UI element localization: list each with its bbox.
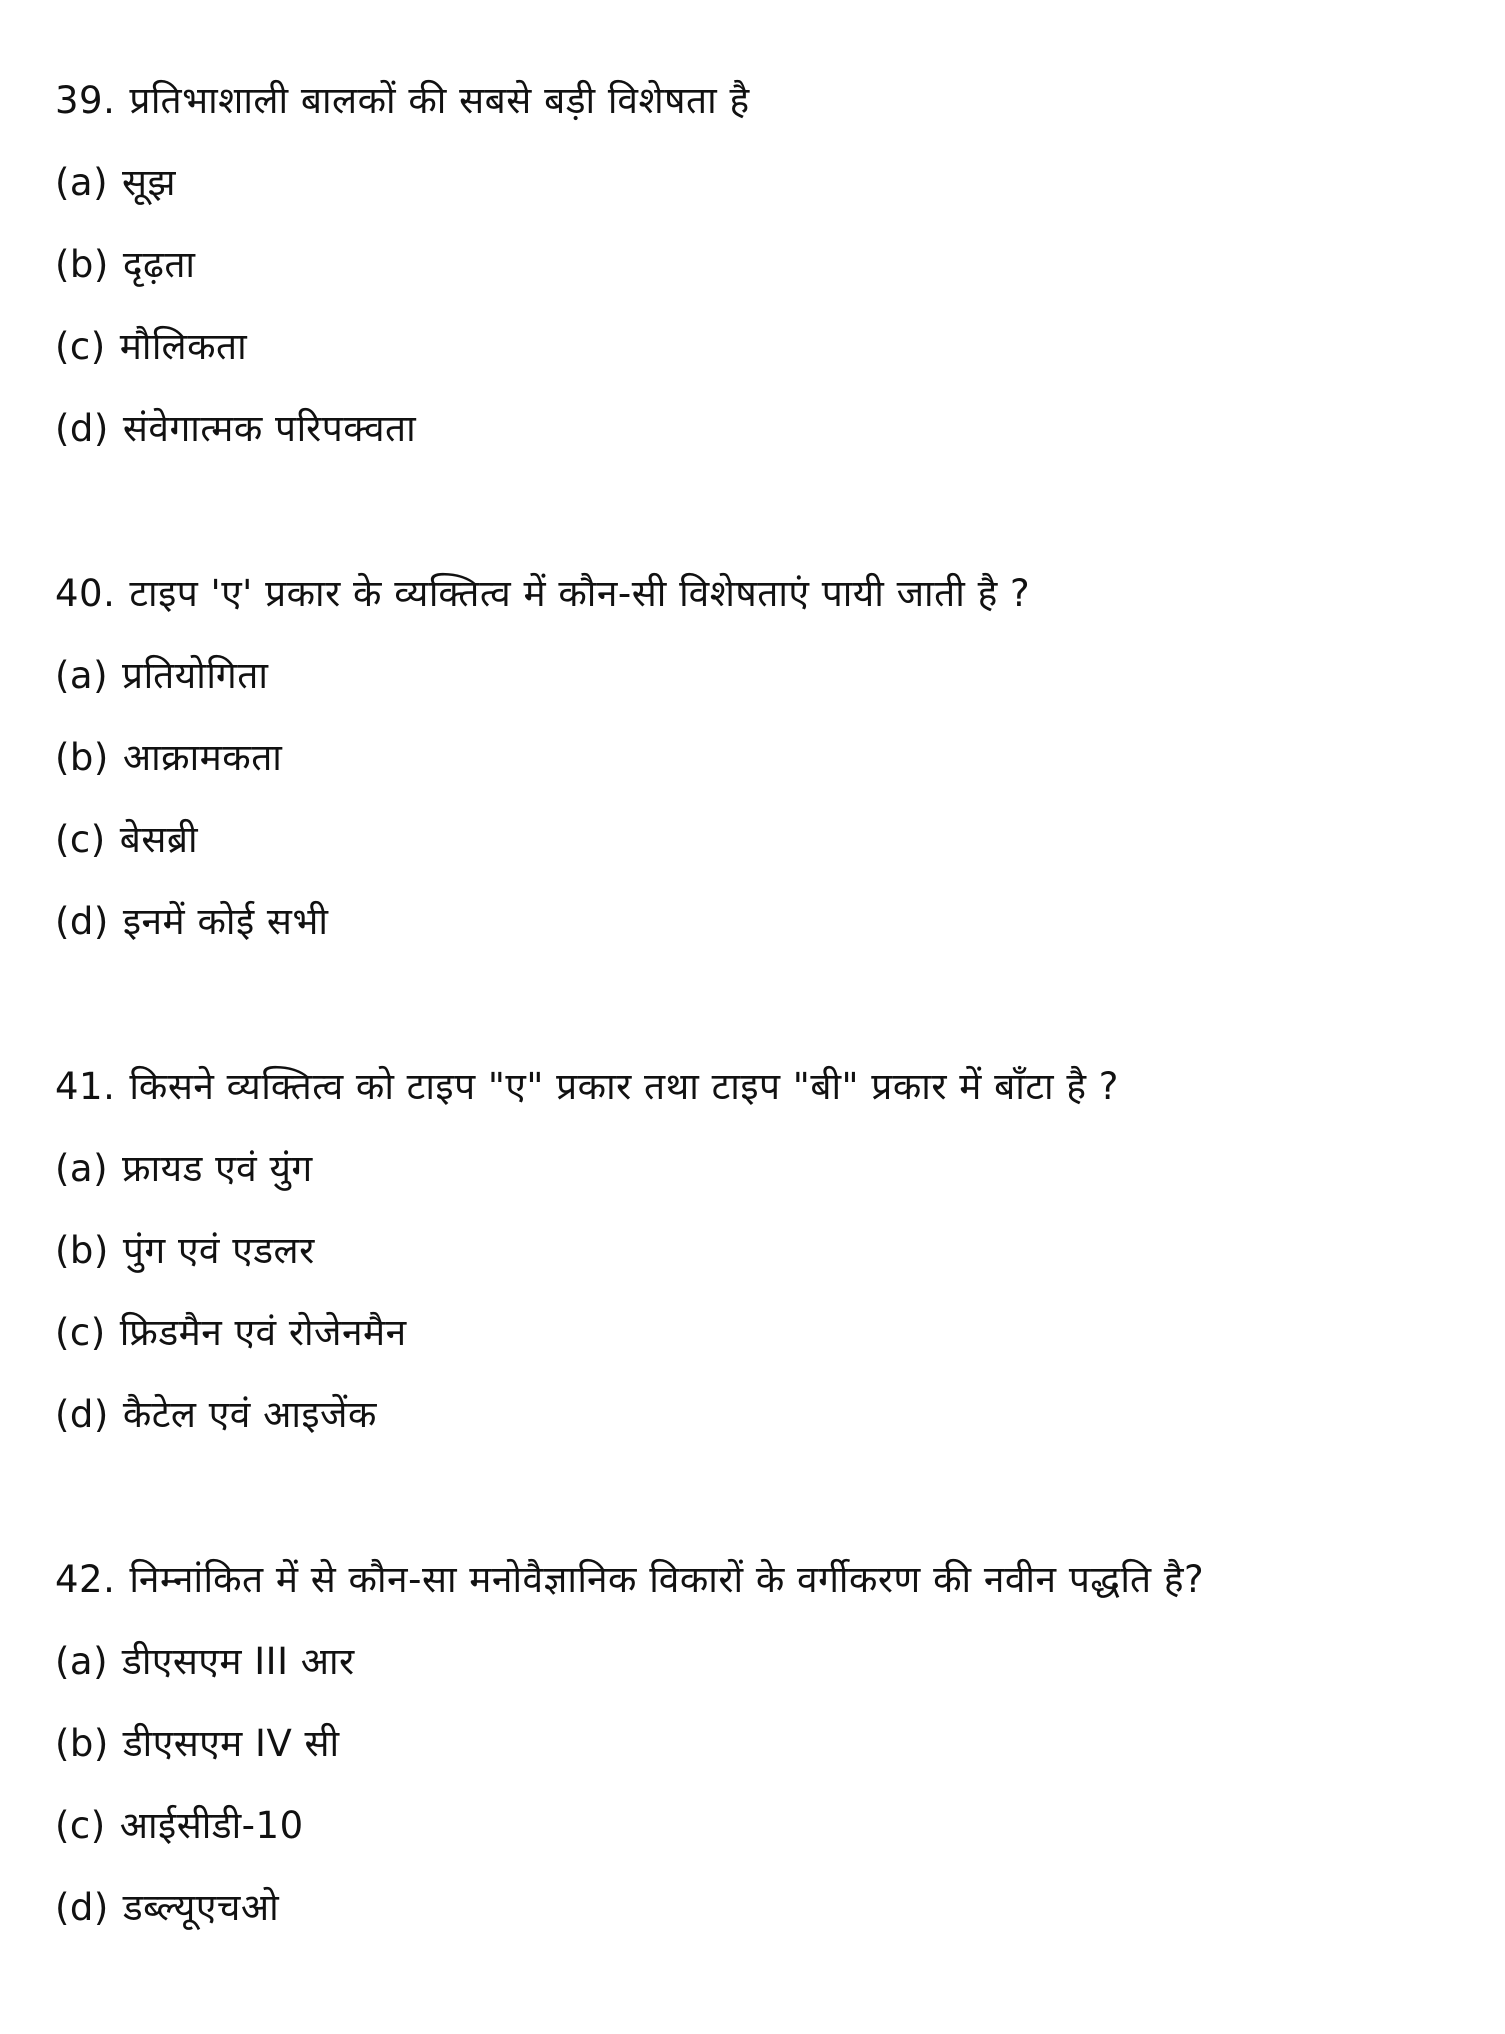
question-text: प्रतिभाशाली बालकों की सबसे बड़ी विशेषता है [129, 79, 750, 122]
option-text: बेसब्री [119, 818, 199, 861]
option-b [55, 717, 1475, 799]
option-d [55, 881, 1475, 963]
option-key: (c) [55, 1311, 106, 1354]
option-key: (c) [55, 818, 106, 861]
option-a [55, 635, 1475, 717]
option-text: आईसीडी-10 [119, 1804, 304, 1847]
question-number: 39. [55, 79, 116, 122]
question-42 [55, 1539, 1475, 1949]
option-text: दृढ़ता [122, 243, 196, 286]
option-d [55, 1374, 1475, 1456]
option-key: (a) [55, 161, 109, 204]
option-a [55, 1621, 1475, 1703]
option-c [55, 1292, 1475, 1374]
option-text: संवेगात्मक परिपक्वता [122, 407, 417, 450]
option-key: (b) [55, 1229, 109, 1272]
option-key: (a) [55, 654, 109, 697]
option-text: डीएसएम III आर [122, 1640, 355, 1683]
option-text: आक्रामकता [122, 736, 283, 779]
option-key: (d) [55, 900, 109, 943]
question-stem [55, 553, 1475, 635]
question-41 [55, 1046, 1475, 1456]
question-stem [55, 1539, 1475, 1621]
option-b [55, 1703, 1475, 1785]
option-a [55, 1128, 1475, 1210]
question-text: टाइप 'ए' प्रकार के व्यक्तित्व में कौन-सी विशेषताएं पायी जाती है ? [129, 572, 1031, 615]
option-key: (d) [55, 1886, 109, 1929]
question-number: 42. [55, 1558, 116, 1601]
question-40 [55, 553, 1475, 963]
option-c [55, 799, 1475, 881]
option-text: पुंग एवं एडलर [122, 1229, 315, 1272]
option-key: (a) [55, 1147, 109, 1190]
option-key: (b) [55, 736, 109, 779]
question-stem [55, 1046, 1475, 1128]
option-c [55, 1785, 1475, 1867]
option-key: (c) [55, 325, 106, 368]
option-b [55, 224, 1475, 306]
option-key: (d) [55, 407, 109, 450]
option-b [55, 1210, 1475, 1292]
option-text: प्रतियोगिता [122, 654, 269, 697]
question-number: 40. [55, 572, 116, 615]
option-text: फ्रायड एवं युंग [122, 1147, 313, 1190]
question-stem [55, 60, 1475, 142]
option-d [55, 388, 1475, 470]
option-text: डब्ल्यूएचओ [122, 1886, 280, 1929]
option-d [55, 1867, 1475, 1949]
option-text: इनमें कोई सभी [122, 900, 329, 943]
question-39 [55, 60, 1475, 470]
option-text: फ्रिडमैन एवं रोजेनमैन [119, 1311, 407, 1354]
option-key: (a) [55, 1640, 109, 1683]
question-text: किसने व्यक्तित्व को टाइप "ए" प्रकार तथा टाइप "बी" प्रकार में बाँटा है ? [129, 1065, 1119, 1108]
option-text: कैटेल एवं आइजेंक [122, 1393, 377, 1436]
option-key: (c) [55, 1804, 106, 1847]
question-text: निम्नांकित में से कौन-सा मनोवैज्ञानिक विकारों के वर्गीकरण की नवीन पद्धति है? [129, 1558, 1205, 1601]
option-a [55, 142, 1475, 224]
option-key: (b) [55, 1722, 109, 1765]
option-text: डीएसएम IV सी [122, 1722, 340, 1765]
option-key: (b) [55, 243, 109, 286]
option-text: मौलिकता [119, 325, 248, 368]
question-number: 41. [55, 1065, 116, 1108]
option-text: सूझ [122, 161, 177, 204]
option-key: (d) [55, 1393, 109, 1436]
option-c [55, 306, 1475, 388]
